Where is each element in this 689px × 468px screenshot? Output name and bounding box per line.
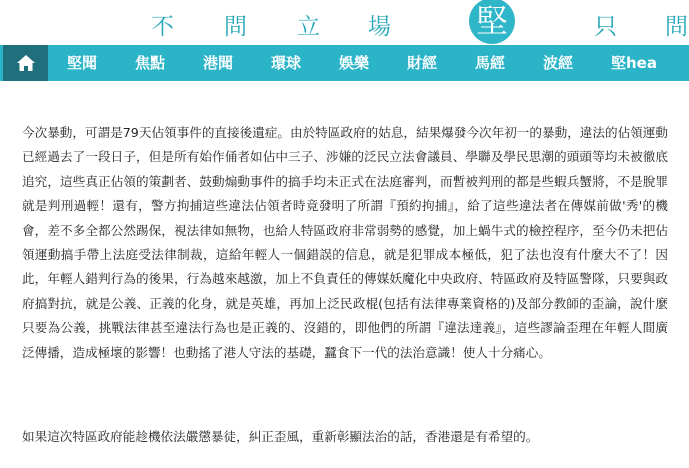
home-button[interactable] [3, 45, 48, 81]
nav-item-kinhea[interactable]: 堅hea [611, 54, 657, 72]
logo-char: 堅 [475, 2, 508, 40]
article-paragraph: 如果這次特區政府能趁機依法嚴懲暴徒，糾正歪風，重新彰顯法治的話，香港還是有希望的。 [22, 429, 539, 444]
nav-item-headlines[interactable]: 堅聞 [67, 54, 98, 72]
nav-item-finance[interactable]: 財經 [407, 54, 438, 72]
nav-item-hk-news[interactable]: 港聞 [203, 54, 234, 72]
nav-item-football[interactable]: 波經 [543, 54, 574, 72]
nav-item-focus[interactable]: 焦點 [135, 54, 166, 72]
slogan-char: 問 [665, 14, 688, 40]
nav-item-world[interactable]: 環球 [271, 54, 302, 72]
slogan-char: 不 [151, 14, 174, 40]
home-icon [16, 54, 36, 72]
nav-item-entertainment[interactable]: 娛樂 [339, 54, 370, 72]
article-body [22, 121, 668, 365]
masthead [0, 0, 689, 45]
slogan-char: 只 [594, 14, 617, 40]
site-logo[interactable] [469, 0, 515, 44]
main-nav [0, 45, 689, 81]
slogan-char: 問 [224, 14, 247, 40]
slogan-char: 立 [297, 14, 320, 40]
nav-item-horse-racing[interactable]: 馬經 [475, 54, 506, 72]
article-paragraph: 今次暴動，可謂是79天佔領事件的直接後遺症。由於特區政府的姑息，結果爆發今次年初一的暴動，違法的佔領運動已經過去了一段日子，但是所有始作俑者如佔中三子、涉嫌的泛民立法會議員、學聯及學民思潮的頭頭等均未被徹底追究，這些真正佔領的策劃者、鼓動煽動事件的搞手均未正式在法庭審判，而暫被判刑的都是些蝦兵蟹將，不是脫罪就是判刑過輕！還有，警方拘捕這些違法佔領者時竟發明了所謂『預約拘捕』，給了這些違法者在傳媒前做'秀'的機會，差不多全都公然踢保，視法律如無物，也給人特區政府非常弱勢的感覺，加上蝸牛式的檢控程序，至今仍未把佔領運動搞手帶上法庭受法律制裁，這給年輕人一個錯誤的信息，就是犯罪成本極低，犯了法也沒有什麼大不了！因此，年輕人錯判行為的後果，行為越來越激，加上不負責任的傳媒妖魔化中央政府、特區政府及特區警隊，只要與政府搞對抗，就是公義、正義的化身，就是英雄，再加上泛民政棍(包括有法律專業資格的)及部分教師的歪論，說什麼只要為公義，挑戰法律甚至違法行為也是正義的、沒錯的，即他們的所謂『違法達義』，這些謬論歪理在年輕人間廣泛傳播，造成極壞的影響！也動搖了港人守法的基礎，蠶食下一代的法治意識！使人十分痛心。 [22, 125, 668, 360]
slogan-char: 場 [368, 14, 391, 40]
